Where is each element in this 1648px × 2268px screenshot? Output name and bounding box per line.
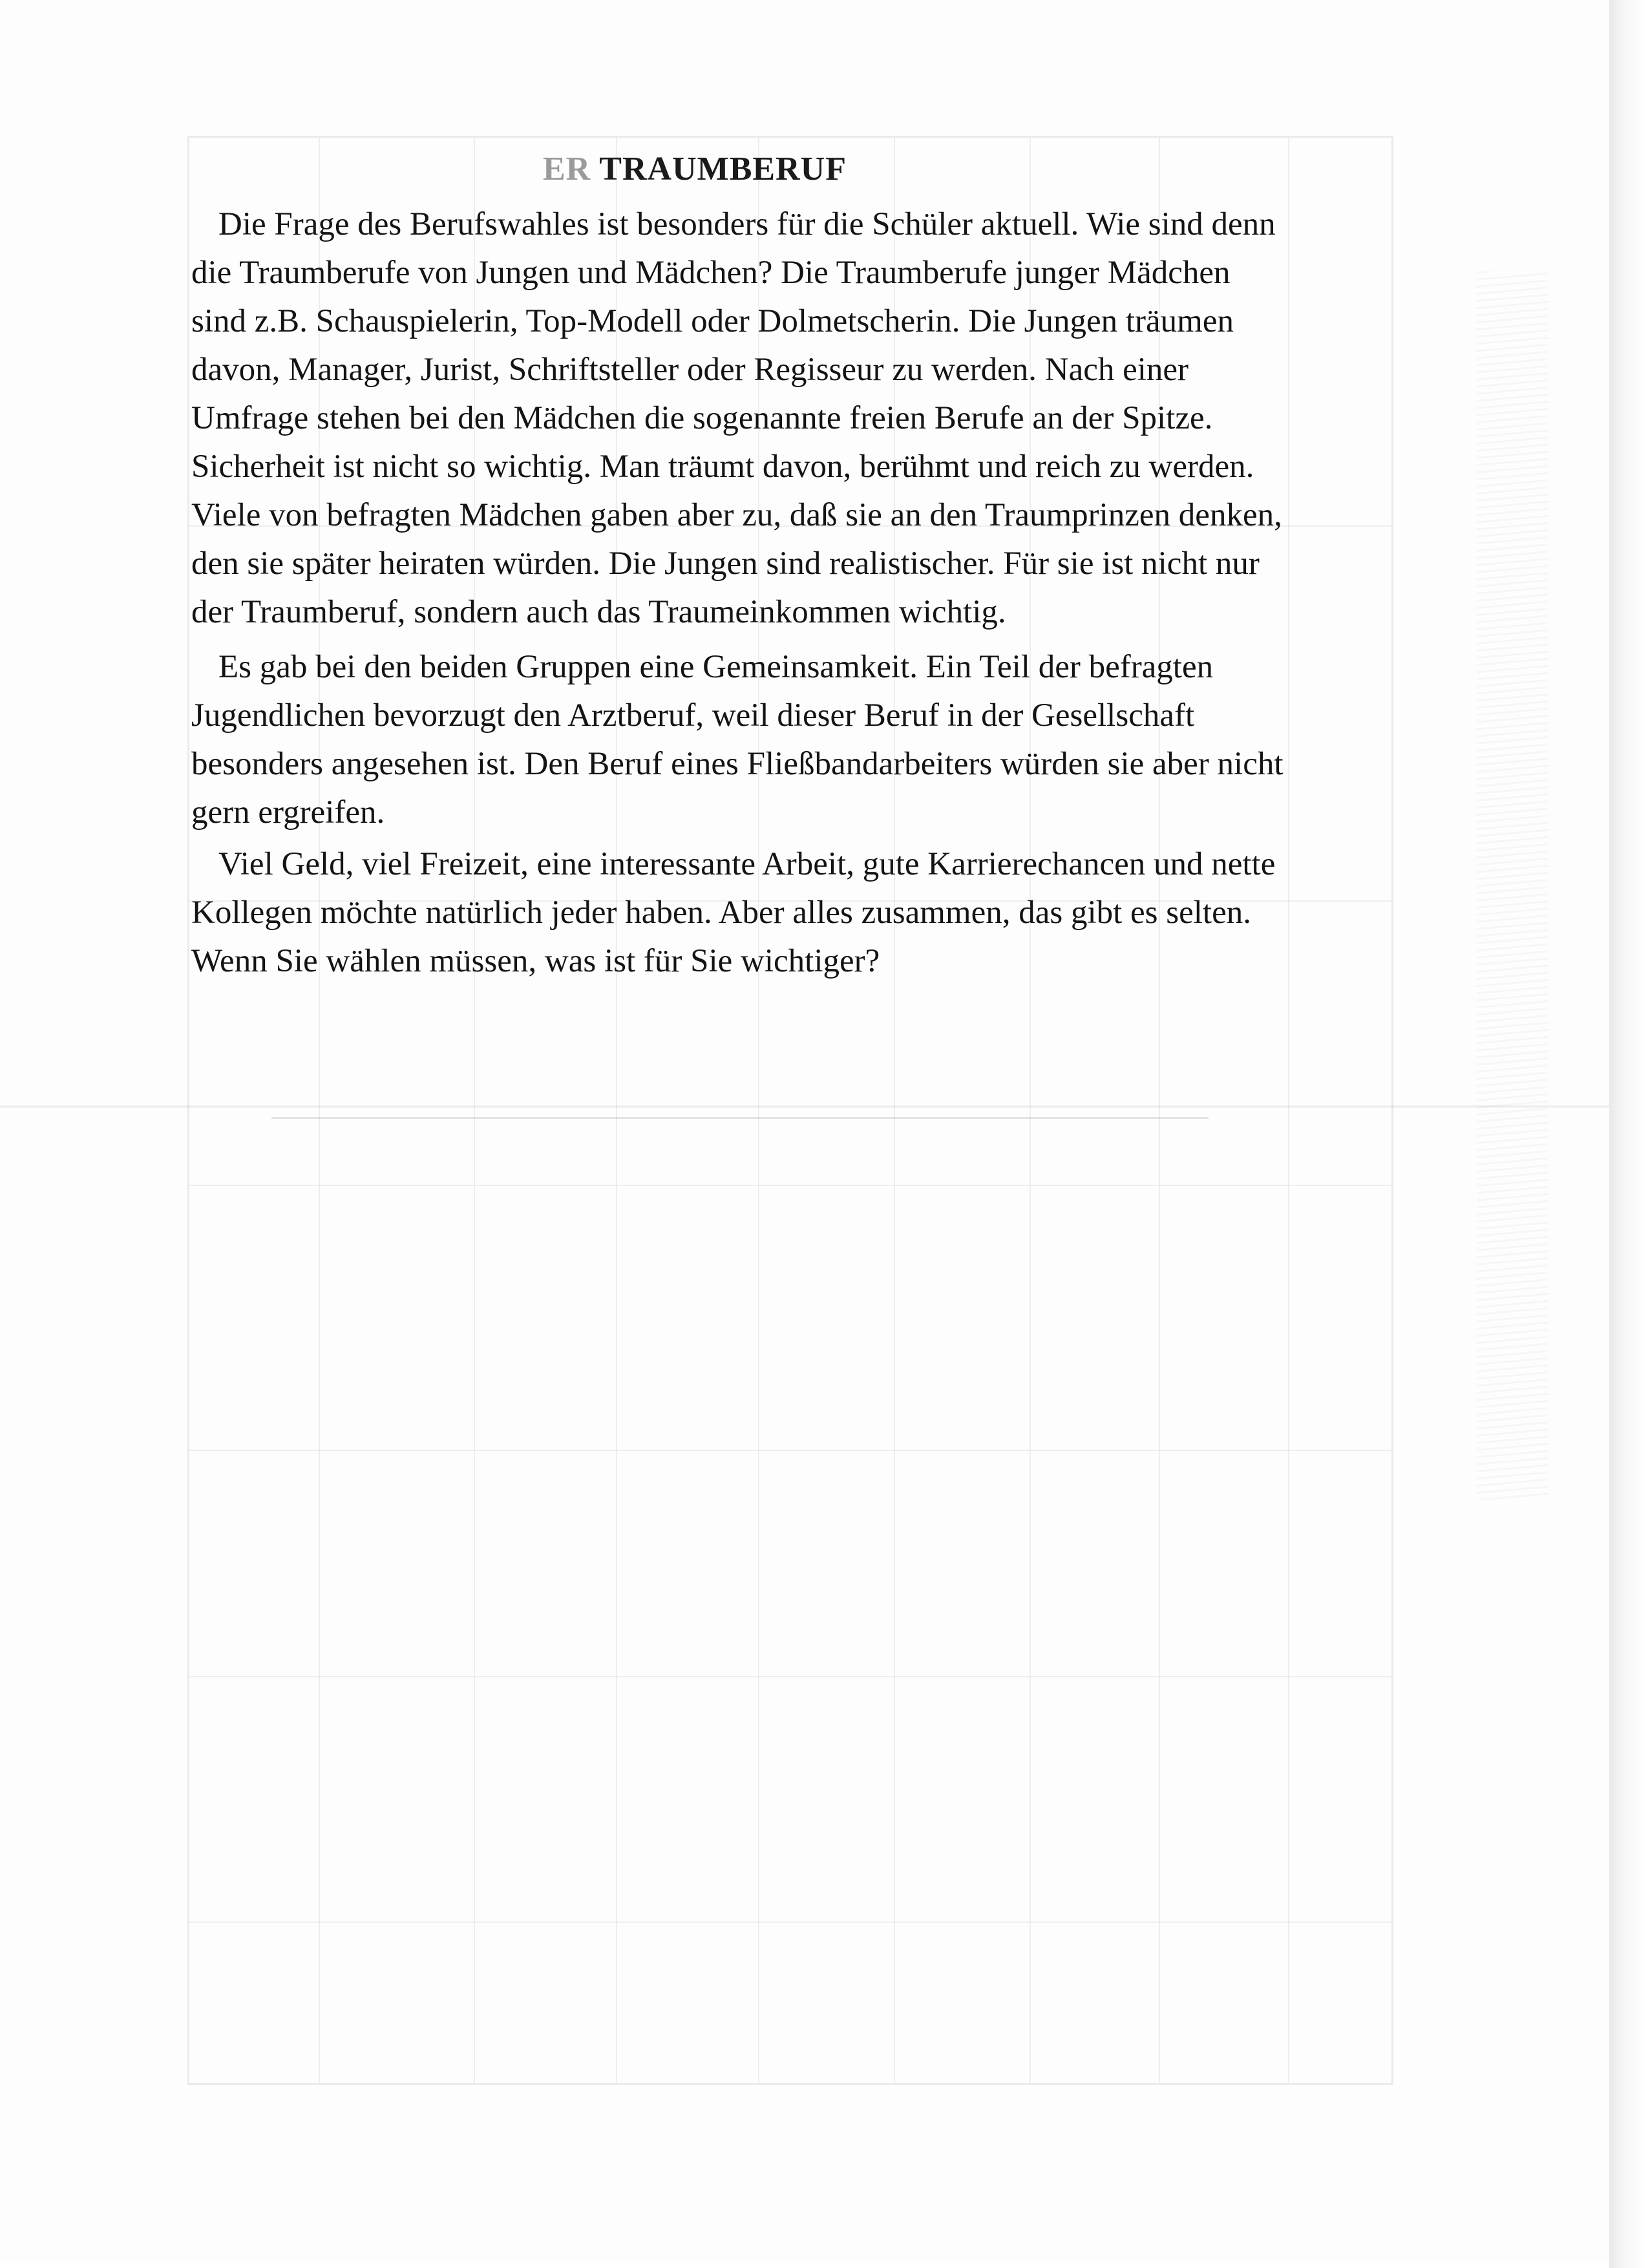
scan-noise: [1477, 271, 1548, 1500]
text-line: Jugendlichen bevorzugt den Arztberuf, weil dieser Beruf in der Gesellschaft: [191, 697, 1195, 734]
text-line: den sie später heiraten würden. Die Jungen sind realistischer. Für sie ist nicht nur: [191, 546, 1260, 582]
text-line: Kollegen möchte natürlich jeder haben. Aber alles zusammen, das gibt es selten.: [191, 895, 1251, 931]
text-line: Die Frage des Berufswahles ist besonders für die Schüler aktuell. Wie sind denn: [218, 206, 1276, 242]
text-line: Sicherheit ist nicht so wichtig. Man träumt davon, berühmt und reich zu werden.: [191, 449, 1254, 485]
text-line: sind z.B. Schauspielerin, Top-Modell oder Dolmetscherin. Die Jungen träumen: [191, 303, 1234, 339]
text-line: der Traumberuf, sondern auch das Traumeinkommen wichtig.: [191, 594, 1006, 630]
text-line: Wenn Sie wählen müssen, was ist für Sie wichtiger?: [191, 943, 880, 979]
text-line: Viele von befragten Mädchen gaben aber zu, daß sie an den Traumprinzen denken,: [191, 497, 1282, 533]
text-line: Umfrage stehen bei den Mädchen die sogenannte freien Berufe an der Spitze.: [191, 400, 1213, 436]
text-line: gern ergreifen.: [191, 794, 385, 831]
paper-fold-crease: [271, 1117, 1209, 1119]
text-line: davon, Manager, Jurist, Schriftsteller oder Regisseur zu werden. Nach einer: [191, 352, 1189, 388]
paper-fold: [0, 1105, 1609, 1108]
document-title: [543, 150, 847, 188]
title-main-part: TRAUMBERUF: [591, 151, 847, 187]
text-line: Es gab bei den beiden Gruppen eine Gemeinsamkeit. Ein Teil der befragten: [218, 649, 1214, 685]
text-line: besonders angesehen ist. Den Beruf eines Fließbandarbeiters würden sie aber nicht: [191, 746, 1284, 782]
scan-edge-shadow: [1609, 0, 1648, 2268]
text-line: Viel Geld, viel Freizeit, eine interessante Arbeit, gute Karrierechancen und nette: [218, 846, 1276, 882]
title-faded-part: ER: [543, 151, 591, 187]
text-line: die Traumberufe von Jungen und Mädchen? Die Traumberufe junger Mädchen: [191, 255, 1231, 291]
